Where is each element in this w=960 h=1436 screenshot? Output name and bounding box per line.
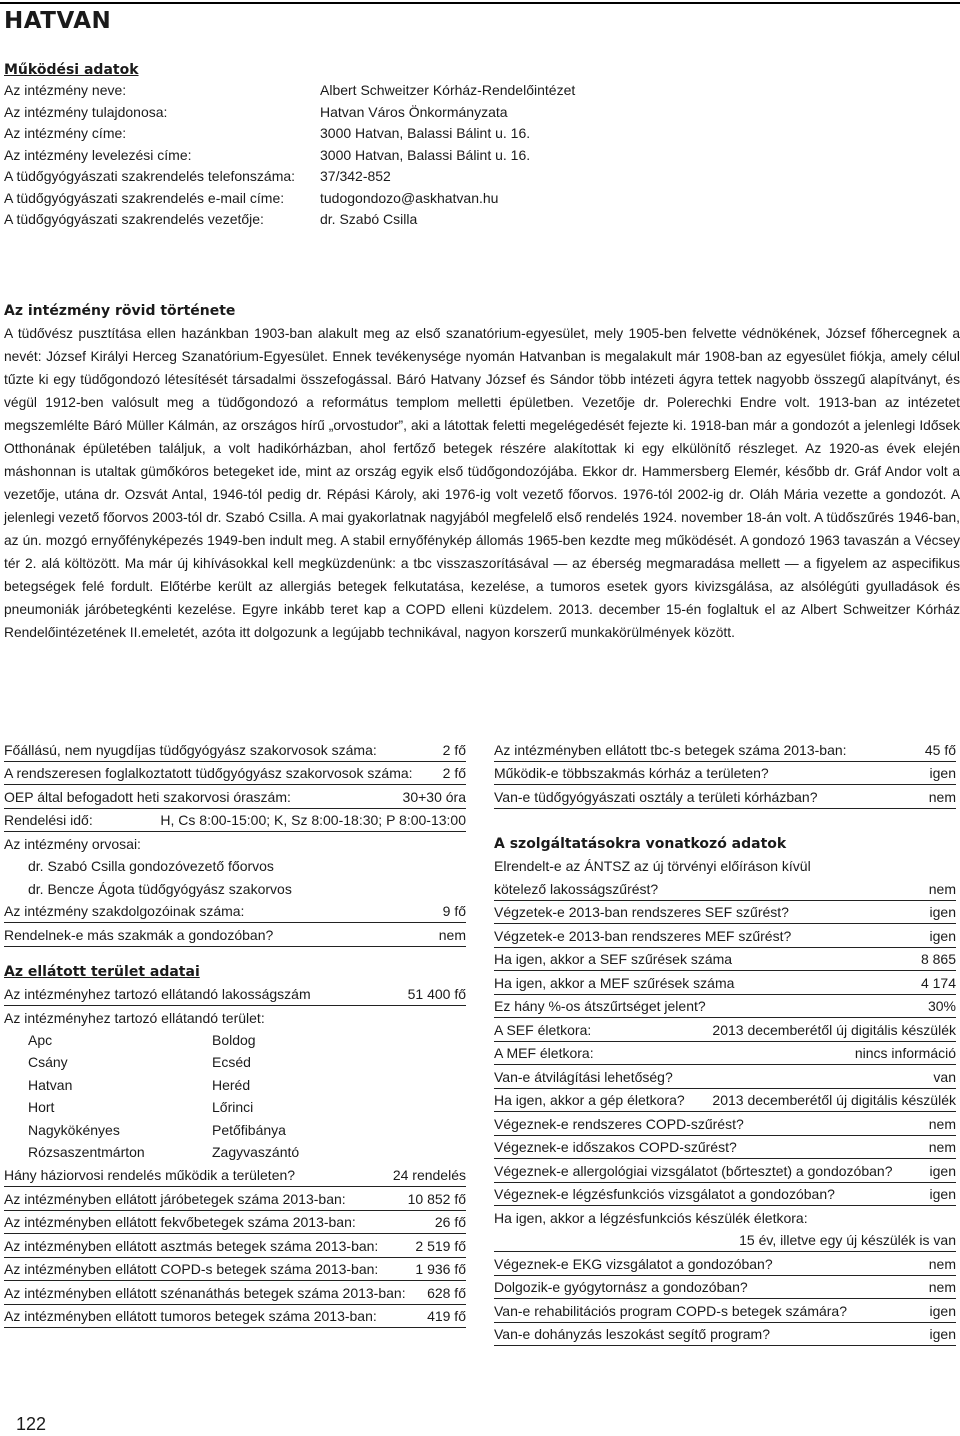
table-row (494, 1252, 956, 1276)
town-name: Hort (28, 1099, 55, 1115)
right-column (494, 738, 956, 1346)
row-value: 30+30 óra (402, 788, 466, 805)
table-row (4, 1187, 466, 1211)
table-row (4, 1164, 466, 1188)
info-row-phone (4, 166, 764, 188)
row-value: van (933, 1068, 956, 1085)
row-label: kötelező lakosságszűrést? (494, 880, 659, 897)
row-value: 1 936 fő (415, 1261, 466, 1277)
table-row (494, 1065, 956, 1089)
section-heading-services: A szolgáltatásokra vonatkozó adatok (494, 835, 787, 852)
row-label: Az intézményhez tartozó ellátandó lakosságszám (4, 986, 311, 1002)
row-value: 30% (927, 998, 956, 1014)
row-label: A MEF életkora: (494, 1045, 594, 1061)
row-label: Dolgozik-e gyógytornász a gondozóban? (494, 1279, 748, 1295)
row-label: Végeznek-e légzésfunkciós vizsgálatot a gondozóban? (494, 1186, 835, 1202)
info-label: Az intézmény tulajdonosa: (4, 103, 168, 120)
table-row (494, 1042, 956, 1066)
table-row (4, 762, 466, 786)
section-heading-operational: Működési adatok (4, 62, 139, 78)
row-value: 2 519 fő (415, 1237, 466, 1254)
table-row (494, 971, 956, 995)
section-heading-history: Az intézmény rövid története (4, 303, 236, 319)
table-row (494, 995, 956, 1019)
info-row-head (4, 209, 764, 231)
info-label: Az intézmény címe: (4, 125, 127, 141)
row-label: A rendszeresen foglalkoztatott tüdőgyógyász szakorvosok száma: (4, 765, 413, 781)
town-name: Zagyvaszántó (212, 1144, 300, 1160)
row-label: Ha igen, akkor a MEF szűrések száma (494, 974, 735, 991)
row-label: A SEF életkora: (494, 1021, 592, 1038)
spacer (4, 947, 466, 961)
operational-data (4, 60, 764, 231)
row-value: H, Cs 8:00-15:00; K, Sz 8:00-18:30; P 8:00-13:00 (160, 812, 466, 828)
table-row (4, 809, 466, 833)
row-value: igen (929, 927, 956, 944)
info-value: 3000 Hatvan, Balassi Bálint u. 16. (320, 146, 531, 163)
table-row (494, 948, 956, 972)
info-label: A tüdőgyógyászati szakrendelés e-mail címe: (4, 189, 285, 206)
table-row (494, 1299, 956, 1323)
row-value: igen (929, 1326, 956, 1342)
list-item (4, 877, 466, 900)
row-value: 628 fő (427, 1284, 466, 1301)
row-label: Van-e tüdőgyógyászati osztály a területi kórházban? (494, 788, 818, 805)
town-name: Rózsaszentmárton (28, 1144, 145, 1160)
row-value: igen (929, 1162, 956, 1179)
row-label: Végeznek-e EKG vizsgálatot a gondozóban? (494, 1255, 773, 1272)
info-row-email (4, 188, 764, 210)
row-value: igen (929, 765, 956, 781)
table-row (494, 1323, 956, 1347)
row-label: Az intézményben ellátott asztmás betegek száma 2013-ban: (4, 1237, 379, 1254)
row-label: OEP által befogadott heti szakorvosi óraszám: (4, 788, 291, 805)
info-label: A tüdőgyógyászati szakrendelés telefonszáma: (4, 168, 296, 184)
town-row (4, 1141, 466, 1164)
doctor-name: dr. Bencze Ágota tüdőgyógyász szakorvos (28, 880, 292, 897)
row-label: Van-e rehabilitációs program COPD-s betegek számára? (494, 1302, 848, 1319)
info-value: tudogondozo@askhatvan.hu (320, 189, 499, 206)
town-name: Petőfibánya (212, 1121, 286, 1138)
row-label: Ez hány %-os átszűrtséget jelent? (494, 998, 706, 1014)
table-row (494, 877, 956, 901)
row-value: nincs információ (854, 1045, 956, 1061)
table-row (494, 1183, 956, 1207)
row-value: nem (928, 1139, 956, 1155)
town-name: Heréd (212, 1076, 251, 1093)
town-name: Ecséd (212, 1054, 251, 1070)
table-row (494, 738, 956, 762)
row-label: Működik-e többszakmás kórház a területen? (494, 765, 769, 781)
row-label: Ha igen, akkor a gép életkora? (494, 1092, 685, 1108)
doctor-name: dr. Szabó Csilla gondozóvezető főorvos (28, 858, 274, 874)
page-title: HATVAN (4, 8, 112, 34)
table-row (494, 1276, 956, 1300)
row-value: nem (928, 1279, 956, 1295)
table-row (4, 900, 466, 924)
row-value: 4 174 (920, 974, 956, 991)
table-row (494, 1018, 956, 1042)
row-value: 2013 decemberétől új digitális készülék (712, 1092, 956, 1108)
town-name: Hatvan (28, 1076, 73, 1093)
row-value: 26 fő (434, 1214, 466, 1230)
row-label: Van-e dohányzás leszokást segítő program? (494, 1326, 771, 1342)
row-label: Ha igen, akkor a SEF szűrések száma (494, 951, 733, 967)
row-value: igen (929, 1302, 956, 1319)
row-label: Az intézmény orvosai: (4, 835, 141, 852)
row-label: Az intézményben ellátott fekvőbetegek száma 2013-ban: (4, 1214, 356, 1230)
info-label: A tüdőgyógyászati szakrendelés vezetője: (4, 211, 264, 227)
table-row (494, 762, 956, 786)
town-name: Lőrinci (212, 1099, 254, 1115)
row-value: 9 fő (442, 903, 466, 919)
row-label: Rendelési idő: (4, 812, 93, 828)
row-label: Végeznek-e rendszeres COPD-szűrést? (494, 1115, 744, 1132)
row-label: Végzetek-e 2013-ban rendszeres MEF szűrést? (494, 927, 792, 944)
row-value: 2013 decemberétől új digitális készülék (712, 1021, 956, 1038)
row-label: Az intézményben ellátott tbc-s betegek száma 2013-ban: (494, 741, 847, 758)
table-row (4, 1281, 466, 1305)
row-value: igen (929, 904, 956, 920)
row-value: igen (929, 1186, 956, 1202)
row-value: 8 865 (920, 951, 956, 967)
info-label: Az intézmény levelezési címe: (4, 146, 192, 163)
row-label: Hány háziorvosi rendelés működik a területen? (4, 1167, 296, 1183)
row-value: 2 fő (442, 765, 466, 781)
page-number: 122 (16, 1414, 47, 1434)
table-row (4, 785, 466, 809)
row-label: Van-e átvilágítási lehetőség? (494, 1068, 673, 1085)
info-value: Albert Schweitzer Kórház-Rendelőintézet (320, 82, 576, 98)
info-label: Az intézmény neve: (4, 82, 127, 98)
row-label: Az intézményben ellátott járóbetegek száma 2013-ban: (4, 1190, 346, 1207)
row-value: 51 400 fő (407, 986, 466, 1002)
table-row (494, 1229, 956, 1253)
table-row (494, 1136, 956, 1160)
row-label: Végzetek-e 2013-ban rendszeres SEF szűrést? (494, 904, 789, 920)
table-row (494, 901, 956, 925)
town-row (4, 1029, 466, 1052)
row-label: Végeznek-e időszakos COPD-szűrést? (494, 1139, 737, 1155)
row-label: Az intézményhez tartozó ellátandó terület: (4, 1009, 265, 1026)
town-name: Nagykökényes (28, 1121, 120, 1138)
town-row (4, 1096, 466, 1119)
table-row (4, 738, 466, 762)
left-column (4, 738, 466, 1328)
row-label: Ha igen, akkor a légzésfunkciós készülék életkora: (494, 1209, 808, 1226)
table-row (494, 1206, 956, 1229)
spacer (494, 809, 956, 833)
info-row-mailing-address (4, 145, 764, 167)
row-value: 24 rendelés (392, 1167, 466, 1183)
row-value: 10 852 fő (407, 1190, 466, 1207)
info-value: 3000 Hatvan, Balassi Bálint u. 16. (320, 125, 531, 141)
row-label: Elrendelt-e az ÁNTSZ az új törvényi előíráson kívül (494, 858, 811, 874)
list-item (4, 855, 466, 878)
table-row (494, 1159, 956, 1183)
info-value: Hatvan Város Önkormányzata (320, 103, 508, 120)
info-value: 37/342-852 (320, 168, 391, 184)
info-row-name (4, 80, 764, 102)
row-label: Az intézmény szakdolgozóinak száma: (4, 903, 245, 919)
row-value: nem (438, 926, 466, 943)
row-value: 45 fő (924, 741, 956, 758)
table-row (4, 1006, 466, 1029)
table-row (4, 832, 466, 855)
town-name: Csány (28, 1054, 68, 1070)
table-row (4, 1258, 466, 1282)
table-row (4, 1211, 466, 1235)
row-label: Rendelnek-e más szakmák a gondozóban? (4, 926, 274, 943)
row-value: nem (928, 880, 956, 897)
section-heading-area: Az ellátott terület adatai (4, 963, 200, 980)
row-label: Főállású, nem nyugdíjas tüdőgyógyász szakorvosok száma: (4, 741, 377, 758)
row-value: nem (928, 788, 956, 805)
row-value: nem (928, 1115, 956, 1132)
row-label: Az intézményben ellátott COPD-s betegek száma 2013-ban: (4, 1261, 379, 1277)
table-row (494, 1089, 956, 1113)
history-paragraph: A tüdővész pusztítása ellen hazánkban 1903-ban alakult meg az első szanatórium-egyesület, mely 1905-ben felvette védnökének, József főhercegnek a nevét: József Királyi Herceg Szanatórium-Egyesület. Ennek tevékenysége nyomán Hatvanban is megalakult már 1908-ban az egyesület fiókja, amely célul tűzte ki egy tüdőgondozó létesítését társadalmi összefogással. Báró Hatvany József és Sándor több intézeti ágyra tettek nagyobb összegű alapítványt, és végül 1912-ben valósult meg a tüdőgondozó a református templom melletti épületben. Vezetője dr. Polerechki Endre volt. 1913-ban az intézetet megszemlélte Báró Müller Kálmán, az országos hírű „orvostudor”, aki a látottak feletti megelégedését fejezte ki. 1918-ban már a gondozót a jelenlegi Idősek Otthonának épületében találjuk, a volt hadikórházban, ahol fertőző betegek részére alakítottak ki egy elkülönítő részleget. Az 1920-as évek elején máshonnan is utaltak gümőkóros betegeket ide, mint az ország egyik első tüdőgondozójába. Ekkor dr. Hammersberg Elemér, később dr. Gráf Andor volt a vezetője, utána dr. Ozsvát Antal, 1946-tól pedig dr. Répási Károly, aki 1976-ig volt vezető főorvos. 1976-tól 2002-ig dr. Oláh Mária vezette a gondozót. A jelenlegi vezető főorvos 2003-tól dr. Szabó Csilla. A mai gyakorlatnak nagyjából megfelelő első rendelés 1924. november 18-án volt. A tüdőszűrés 1946-ban, az ún. mozgó ernyőfényképezés 1949-ben indult meg. A stabil ernyőfénykép állomás 1965-ben kezdte meg működését. A gondozó 1963 tavaszán a Vécsey tér 2. alá költözött. Ma már új kihívásokkal kell megküzdenünk: a tbc visszaszorításával — az éberség megmaradása mellett — a figyelem az aspecifikus betegségek felé fordult. Előtérbe került az allergiás betegek felkutatása, kezelése, a tumoros esetek gyors kivizsgálása, az alsólégúti gyulladások és pneumoniák járóbetegkénti kezelése. Egyre inkább teret kap a COPD elleni küzdelem. 2013. december 15-én foglaltuk el az Albert Schweitzer Kórház Rendelőintézetének II.emeletét, azóta itt dolgozunk a legújabb technikával, nagyon korszerű munkakörülmények között. (4, 326, 960, 640)
info-row-owner (4, 102, 764, 124)
table-row (494, 924, 956, 948)
town-row (4, 1074, 466, 1097)
row-value: 2 fő (442, 741, 466, 758)
row-label: Végeznek-e allergológiai vizsgálatot (bőrtesztet) a gondozóban? (494, 1162, 893, 1179)
history-section (4, 300, 960, 644)
row-label: Az intézményben ellátott szénanáthás betegek száma 2013-ban: (4, 1284, 406, 1301)
row-value: 419 fő (427, 1308, 466, 1324)
row-value: 15 év, illetve egy új készülék is van (739, 1232, 956, 1248)
table-row (494, 855, 956, 878)
town-row (4, 1119, 466, 1142)
table-row (494, 1112, 956, 1136)
row-label: Az intézményben ellátott tumoros betegek száma 2013-ban: (4, 1308, 377, 1324)
table-row (4, 1234, 466, 1258)
info-row-address (4, 123, 764, 145)
town-name: Apc (28, 1031, 53, 1048)
row-value: nem (928, 1255, 956, 1272)
top-rule (0, 2, 960, 4)
town-row (4, 1051, 466, 1074)
table-row (4, 983, 466, 1007)
table-row (494, 785, 956, 809)
table-row (4, 923, 466, 947)
town-name: Boldog (212, 1031, 256, 1048)
table-row (4, 1305, 466, 1329)
info-value: dr. Szabó Csilla (320, 211, 418, 227)
